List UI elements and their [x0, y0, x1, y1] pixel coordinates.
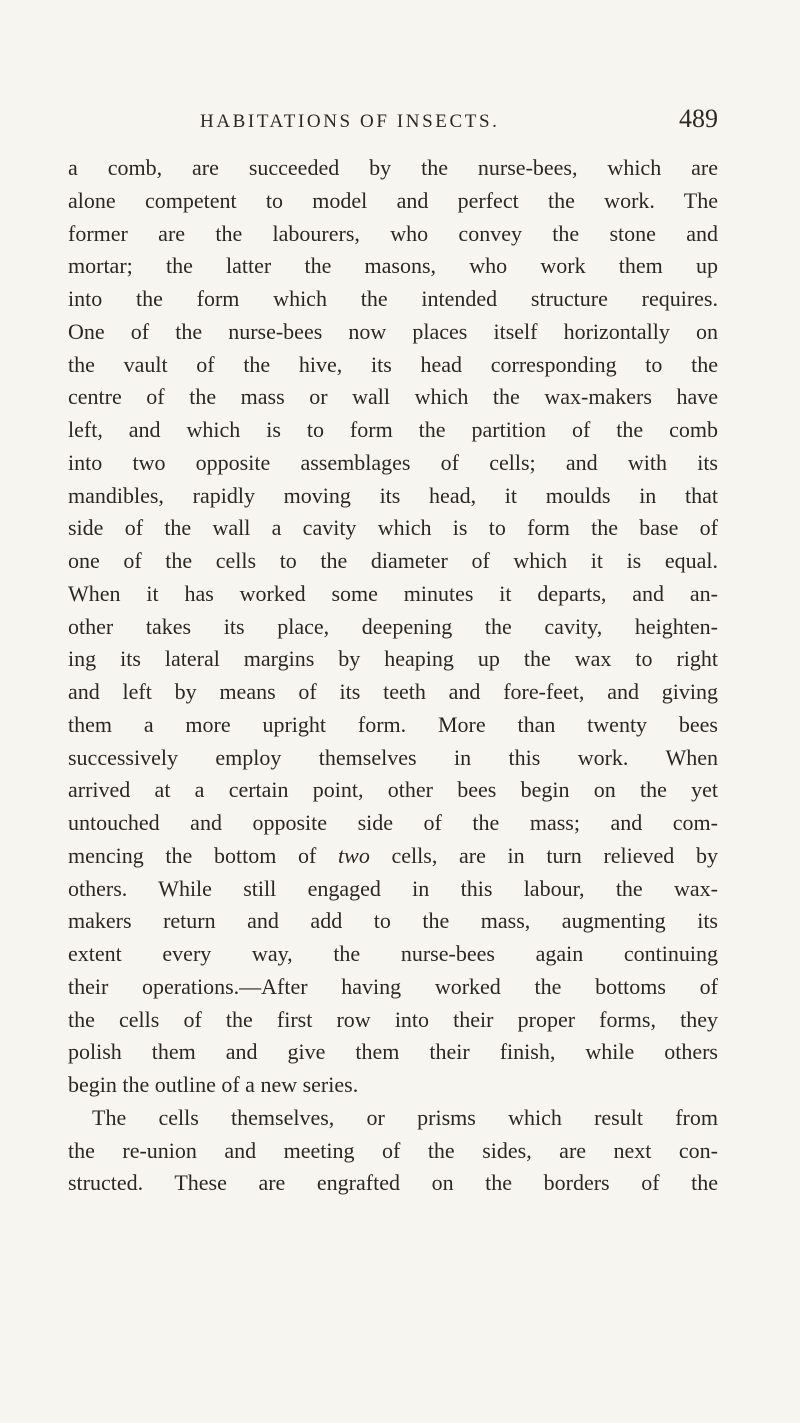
text-line: others. While still engaged in this labour, the wax- — [68, 875, 718, 901]
text-line: into the form which the intended structure requires. — [68, 286, 718, 311]
text-line: side of the wall a cavity which is to form the base of — [68, 515, 718, 541]
text-line: mortar; the latter the masons, who work them up — [68, 253, 718, 279]
italic-word: two — [338, 842, 370, 868]
text-line: their operations.—After having worked the bottoms of — [68, 973, 718, 999]
text-line: and left by means of its teeth and fore-feet, and giving — [68, 679, 718, 704]
text-line: the cells of the first row into their proper forms, they — [68, 1006, 718, 1032]
text-line: untouched and opposite side of the mass; and com- — [68, 810, 718, 835]
text-line: mandibles, rapidly moving its head, it moulds in that — [68, 482, 718, 508]
text-line: makers return and add to the mass, augmenting its — [68, 908, 718, 934]
text-line: successively employ themselves in this work. When — [68, 744, 718, 770]
text-line: alone competent to model and perfect the work. The — [68, 187, 718, 213]
text-line: into two opposite assemblages of cells; and with its — [68, 449, 718, 475]
text-line: left, and which is to form the partition of the comb — [68, 417, 718, 442]
text-line: ing its lateral margins by heaping up the wax to right — [68, 646, 718, 672]
text-line: the re-union and meeting of the sides, are next con- — [68, 1137, 718, 1163]
text-line: polish them and give them their finish, while others — [68, 1039, 718, 1065]
text-line: other takes its place, deepening the cavity, heighten- — [68, 613, 718, 639]
text-line-with-italic — [68, 840, 718, 873]
text-line: extent every way, the nurse-bees again continuing — [68, 941, 718, 966]
page-number: 489 — [679, 104, 718, 133]
text-segment: cells, are in turn relieved by — [369, 842, 718, 868]
text-line: When it has worked some minutes it departs, and an- — [68, 580, 718, 606]
text-line: centre of the mass or wall which the wax-makers have — [68, 384, 718, 410]
running-title: HABITATIONS OF INSECTS. — [200, 111, 500, 132]
text-line: the vault of the hive, its head corresponding to the — [68, 351, 718, 377]
text-segment: mencing the bottom of — [68, 842, 317, 868]
text-line: a comb, are succeeded by the nurse-bees, which are — [68, 155, 718, 180]
text-line: structed. These are engrafted on the borders of the — [68, 1170, 718, 1196]
text-line: former are the labourers, who convey the stone and — [68, 220, 718, 246]
text-line: One of the nurse-bees now places itself horizontally on — [68, 318, 718, 344]
text-line: begin the outline of a new series. — [68, 1072, 359, 1097]
text-line: them a more upright form. More than twenty bees — [68, 711, 718, 737]
body-text — [68, 152, 718, 1200]
text-line: The cells themselves, or prisms which result from — [92, 1104, 718, 1130]
text-line: arrived at a certain point, other bees begin on the yet — [68, 777, 718, 803]
text-line: one of the cells to the diameter of which it is equal. — [68, 548, 718, 573]
running-head — [68, 104, 718, 140]
